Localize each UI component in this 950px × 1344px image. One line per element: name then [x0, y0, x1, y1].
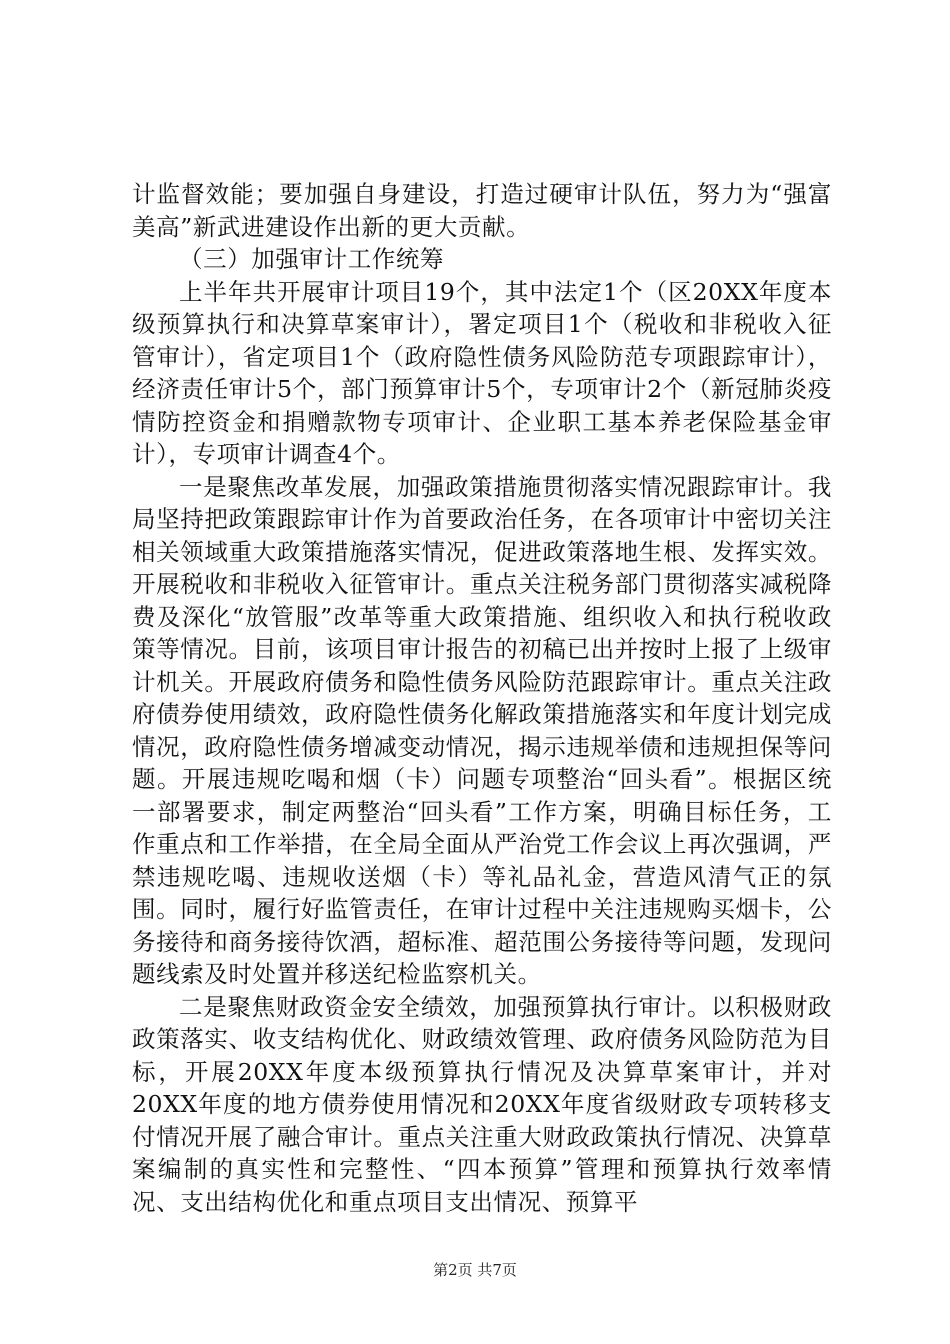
section-heading: （三）加强审计工作统筹 [179, 245, 445, 273]
paragraph-policy-audit: 一是聚焦改革发展，加强政策措施贯彻落实情况跟踪审计。我局坚持把政策跟踪审计作为首要政治任务，在各项审计中密切关注相关领域重大政策措施落实情况，促进政策落地生根、发挥实效。开展税收和非税收入征管审计。重点关注税务部门贯彻落实减税降费及深化“放管服”改革等重大政策措施、组织收入和执行税收政策等情况。目前，该项目审计报告的初稿已出并按时上报了上级审计机关。开展政府债务和隐性债务风险防范跟踪审计。重点关注政府债券使用绩效，政府隐性债务化解政策措施落实和年度计划完成情况，政府隐性债务增减变动情况，揭示违规举债和违规担保等问题。开展违规吃喝和烟（卡）问题专项整治“回头看”。根据区统一部署要求，制定两整治“回头看”工作方案，明确目标任务，工作重点和工作举措，在全局全面从严治党工作会议上再次强调，严禁违规吃喝、违规收送烟（卡）等礼品礼金，营造风清气正的氛围。同时，履行好监管责任，在审计过程中关注违规购买烟卡，公务接待和商务接待饮酒，超标准、超范围公务接待等问题，发现问题线索及时处置并移送纪检监察机关。 [132, 472, 832, 988]
page-footer: 第2页 共7页 [433, 1261, 517, 1279]
paragraph-budget-audit: 二是聚焦财政资金安全绩效，加强预算执行审计。以积极财政政策落实、收支结构优化、财政绩效管理、政府债务风险防范为目标，开展20XX年度本级预算执行情况及决算草案审计，并对20XX年度的地方债券使用情况和20XX年度省级财政专项转移支付情况开展了融合审计。重点关注重大财政政策执行情况、决算草案编制的真实性和完整性、“四本预算”管理和预算执行效率情况、支出结构优化和重点项目支出情况、预算平 [132, 992, 832, 1216]
document-body [132, 178, 832, 1218]
paragraph-summary: 上半年共开展审计项目19个，其中法定1个（区20XX年度本级预算执行和决算草案审计），署定项目1个（税收和非税收入征管审计），省定项目1个（政府隐性债务风险防范专项跟踪审计），经济责任审计5个，部门预算审计5个，专项审计2个（新冠肺炎疫情防控资金和捐赠款物专项审计、企业职工基本养老保险基金审计），专项审计调查4个。 [132, 277, 832, 468]
paragraph-continuation: 计监督效能；要加强自身建设，打造过硬审计队伍，努力为“强富美高”新武进建设作出新的更大贡献。 [132, 180, 832, 241]
